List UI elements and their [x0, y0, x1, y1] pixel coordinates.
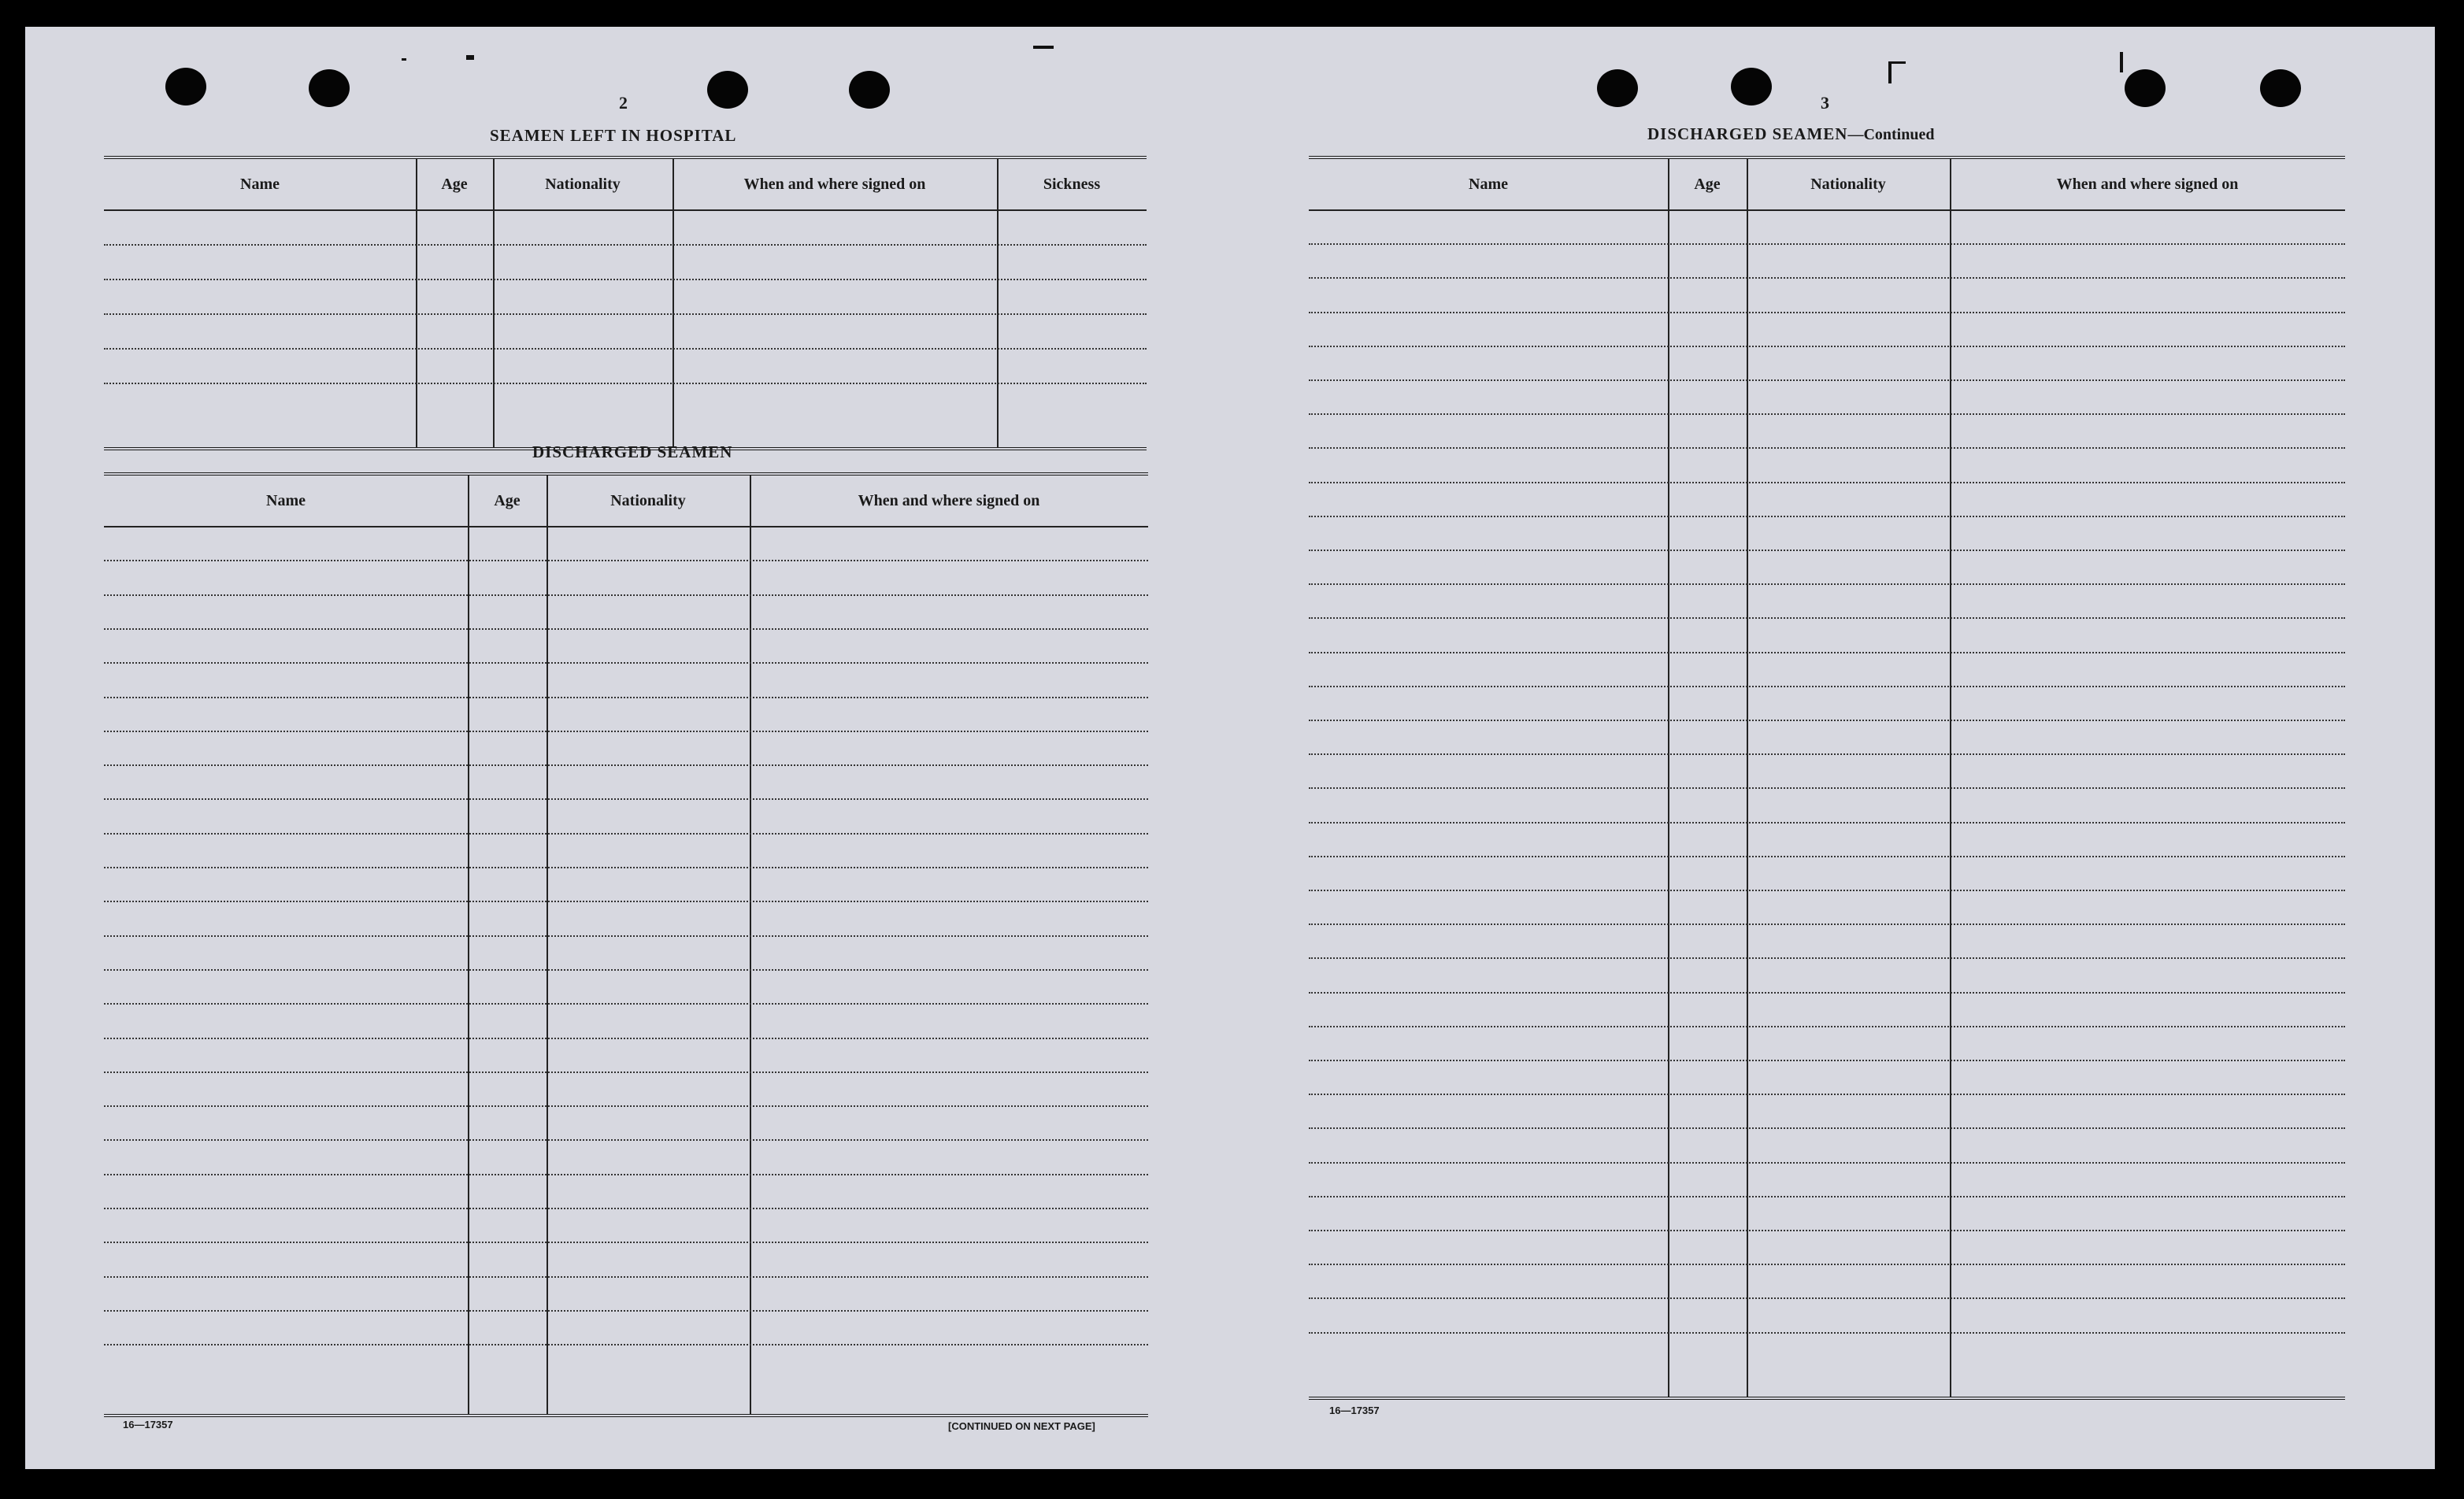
row-rule	[1309, 787, 2345, 789]
row-rule	[1309, 413, 2345, 415]
col-header-age: Age	[441, 175, 468, 193]
row-rule	[1309, 1196, 2345, 1197]
row-rule	[1309, 890, 2345, 891]
row-rule	[104, 935, 1148, 937]
row-rule	[1309, 753, 2345, 755]
discharged-continued-table	[1309, 156, 2345, 1400]
col-header-age: Age	[1694, 175, 1721, 193]
col-header-signed-on: When and where signed on	[2056, 175, 2239, 193]
row-rule	[104, 662, 1148, 664]
row-rule	[104, 1072, 1148, 1073]
col-header-nationality: Nationality	[545, 175, 621, 193]
column-divider	[997, 159, 999, 447]
row-rule	[1309, 583, 2345, 585]
discharged-table-header	[104, 476, 1148, 527]
row-rule	[1309, 822, 2345, 824]
row-rule	[1309, 856, 2345, 857]
col-header-signed-on: When and where signed on	[743, 175, 926, 193]
row-rule	[104, 279, 1147, 280]
row-rule	[1309, 1094, 2345, 1095]
row-rule	[1309, 923, 2345, 925]
column-divider	[1950, 159, 1951, 1397]
row-rule	[1309, 1297, 2345, 1299]
col-header-nationality: Nationality	[1810, 175, 1886, 193]
row-rule	[1309, 1060, 2345, 1061]
punch-hole	[1731, 68, 1772, 105]
row-rule	[1309, 1264, 2345, 1265]
row-rule	[1309, 447, 2345, 449]
row-rule	[104, 1276, 1148, 1278]
discharged-continued-title	[1647, 124, 1934, 144]
row-rule	[104, 348, 1147, 350]
row-rule	[104, 833, 1148, 835]
row-rule	[104, 867, 1148, 868]
discharged-section-title: DISCHARGED SEAMEN	[532, 442, 733, 461]
row-rule	[104, 1344, 1148, 1345]
scan-mark	[402, 58, 406, 61]
row-rule	[1309, 516, 2345, 517]
scan-mark	[1888, 61, 1892, 83]
row-rule	[104, 1208, 1148, 1209]
row-rule	[1309, 1026, 2345, 1027]
row-rule	[1309, 550, 2345, 551]
scan-mark	[1033, 46, 1054, 49]
col-header-name: Name	[1469, 175, 1508, 193]
punch-hole	[707, 71, 748, 109]
form-number: 16—17357	[123, 1419, 173, 1431]
column-divider	[1668, 159, 1669, 1397]
row-rule	[104, 1174, 1148, 1175]
row-rule	[104, 1310, 1148, 1312]
row-rule	[1309, 277, 2345, 279]
row-rule	[1309, 1162, 2345, 1164]
page-number: 3	[1821, 93, 1829, 113]
row-rule	[1309, 720, 2345, 721]
row-rule	[104, 1003, 1148, 1005]
page-number: 2	[619, 93, 628, 113]
row-rule	[104, 901, 1148, 902]
col-header-age: Age	[494, 491, 521, 509]
scan-mark	[466, 55, 474, 60]
col-header-name: Name	[240, 175, 280, 193]
discharged-table	[104, 472, 1148, 1417]
row-rule	[1309, 617, 2345, 619]
punch-hole	[309, 69, 350, 107]
row-rule	[1309, 1332, 2345, 1334]
hospital-table	[104, 156, 1147, 450]
row-rule	[104, 969, 1148, 971]
row-rule	[104, 560, 1148, 561]
column-divider	[547, 476, 548, 1414]
punch-hole	[165, 68, 206, 105]
row-rule	[104, 798, 1148, 800]
punch-hole	[1597, 69, 1638, 107]
row-rule	[104, 1139, 1148, 1141]
row-rule	[1309, 243, 2345, 245]
row-rule	[104, 1038, 1148, 1039]
row-rule	[104, 313, 1147, 315]
row-rule	[1309, 652, 2345, 653]
row-rule	[104, 628, 1148, 630]
scan-mark	[1892, 61, 1906, 64]
column-divider	[493, 159, 495, 447]
scan-mark	[2120, 52, 2123, 72]
row-rule	[104, 594, 1148, 596]
row-rule	[1309, 346, 2345, 347]
row-rule	[104, 697, 1148, 698]
row-rule	[1309, 992, 2345, 994]
row-rule	[104, 764, 1148, 766]
punch-hole	[2125, 69, 2166, 107]
column-divider	[1747, 159, 1748, 1397]
row-rule	[104, 1105, 1148, 1107]
punch-hole	[849, 71, 890, 109]
scanned-form-spread	[25, 27, 2435, 1469]
col-header-name: Name	[266, 491, 306, 509]
discharged-continued-title-main: DISCHARGED SEAMEN	[1647, 124, 1848, 143]
discharged-continued-title-suffix: —Continued	[1847, 126, 1935, 143]
col-header-nationality: Nationality	[610, 491, 686, 509]
hospital-table-header	[104, 159, 1147, 211]
column-divider	[468, 476, 469, 1414]
row-rule	[104, 244, 1147, 246]
row-rule	[104, 731, 1148, 732]
row-rule	[104, 383, 1147, 384]
column-divider	[673, 159, 674, 447]
row-rule	[104, 1242, 1148, 1243]
row-rule	[1309, 312, 2345, 313]
row-rule	[1309, 686, 2345, 687]
row-rule	[1309, 957, 2345, 959]
continued-note: [CONTINUED ON NEXT PAGE]	[948, 1420, 1095, 1432]
punch-hole	[2260, 69, 2301, 107]
col-header-signed-on: When and where signed on	[858, 491, 1040, 509]
row-rule	[1309, 482, 2345, 483]
column-divider	[750, 476, 751, 1414]
form-number: 16—17357	[1329, 1405, 1380, 1416]
column-divider	[416, 159, 417, 447]
discharged-continued-table-header	[1309, 159, 2345, 211]
row-rule	[1309, 1230, 2345, 1231]
col-header-sickness: Sickness	[1043, 175, 1101, 193]
row-rule	[1309, 1127, 2345, 1129]
row-rule	[1309, 379, 2345, 381]
hospital-section-title: SEAMEN LEFT IN HOSPITAL	[490, 126, 737, 145]
